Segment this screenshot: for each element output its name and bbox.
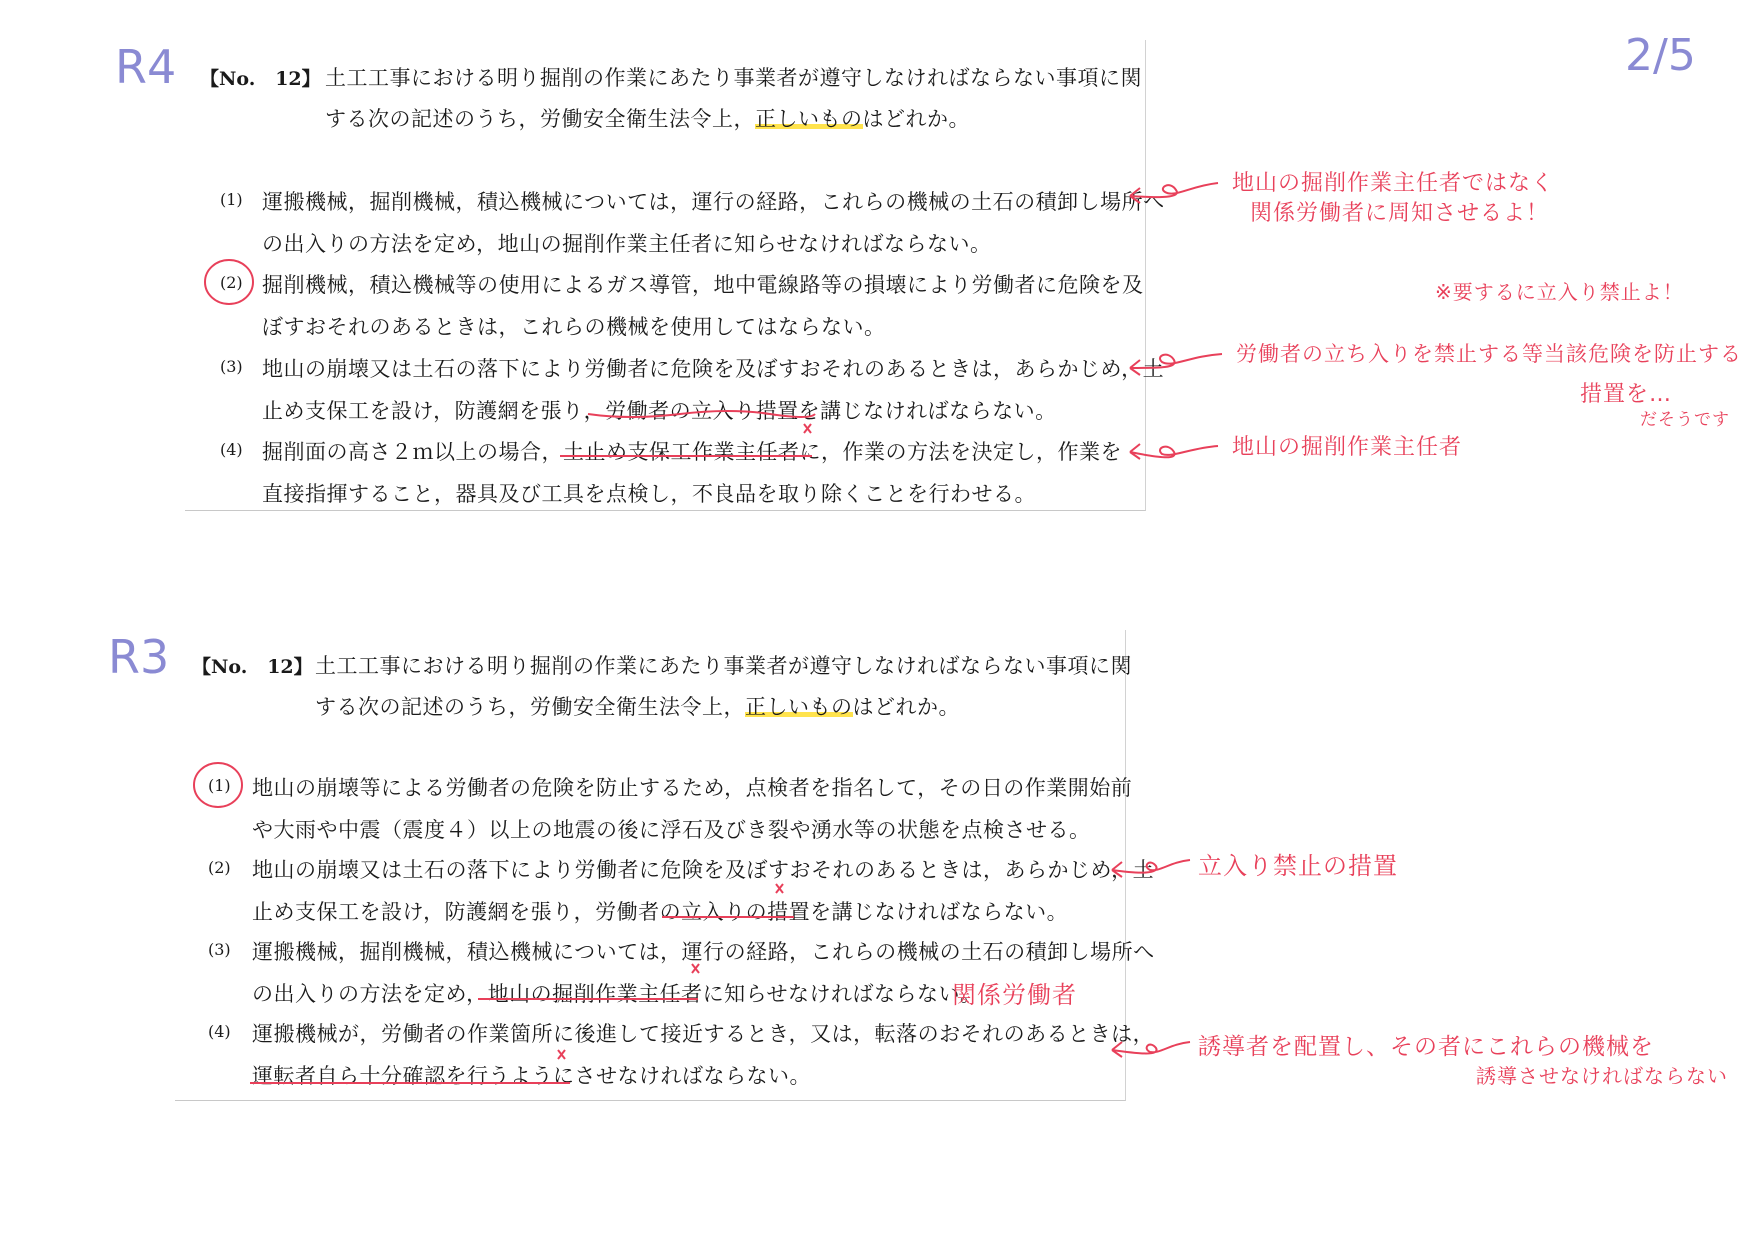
- option-r3-1-line1: 地山の崩壊等による労働者の危険を防止するため，点検者を指名して，その日の作業開始前: [252, 776, 1133, 800]
- option-number-r4-2: (2): [220, 273, 243, 292]
- note-r4-1a: 地山の掘削作業主任者ではなく: [1232, 171, 1555, 196]
- question-stem-line1-r4: 土工工事における明り掘削の作業にあたり事業者が遵守しなければならない事項に関: [325, 66, 1142, 90]
- option-number-r3-3: (3): [208, 940, 231, 959]
- note-r4-1b: 関係労働者に周知させるよ！: [1250, 201, 1550, 226]
- note-r4-3c: 措置を…: [1580, 382, 1673, 407]
- option-r3-3-line2: の出入りの方法を定め，地山の掘削作業主任者に知らせなければならない。: [252, 982, 982, 1006]
- option-number-r4-4: (4): [220, 440, 243, 459]
- note-r4-4: 地山の掘削作業主任者: [1232, 435, 1463, 460]
- question-stem-line1-r3: 土工工事における明り掘削の作業にあたり事業者が遵守しなければならない事項に関: [315, 654, 1132, 678]
- option-r4-2-line1: 掘削機械，積込機械等の使用によるガス導管，地中電線路等の損壊により労働者に危険を及: [262, 273, 1144, 297]
- option-r3-4-line1: 運搬機械が，労働者の作業箇所に後進して接近するとき，又は，転落のおそれのあるときは，: [252, 1022, 1155, 1046]
- year-mark-r3: R3: [108, 630, 170, 684]
- option-r4-4-line2: 直接指揮すること，器具及び工具を点検し，不良品を取り除くことを行わせる。: [262, 482, 1036, 506]
- question-no-r4: 【No. 12】: [200, 68, 321, 90]
- question-stem-line2-r4: する次の記述のうち，労働安全衛生法令上，正しいものはどれか。: [325, 107, 970, 131]
- option-r4-3-line1: 地山の崩壊又は土石の落下により労働者に危険を及ぼすおそれのあるときは，あらかじめ，土: [262, 357, 1165, 381]
- note-r3-4b: 誘導させなければならない: [1476, 1064, 1728, 1088]
- option-r3-4-line2: 運転者自ら十分確認を行うようにさせなければならない。: [252, 1064, 811, 1088]
- option-r4-3-line2: 止め支保工を設け，防護網を張り，労働者の立入り措置を講じなければならない。: [262, 399, 1057, 423]
- option-r4-1-line2: の出入りの方法を定め，地山の掘削作業主任者に知らせなければならない。: [262, 232, 992, 256]
- option-r3-3-line1: 運搬機械，掘削機械，積込機械については，運行の経路，これらの機械の土石の積卸し場所へ: [252, 940, 1155, 964]
- option-r3-2-line2: 止め支保工を設け，防護網を張り，労働者の立入りの措置を講じなければならない。: [252, 900, 1069, 924]
- option-number-r4-3: (3): [220, 357, 243, 376]
- note-r3-4a: 誘導者を配置し、その者にこれらの機械を: [1198, 1034, 1654, 1060]
- option-number-r3-2: (2): [208, 858, 231, 877]
- option-r4-2-line2: ぼすおそれのあるときは，これらの機械を使用してはならない。: [262, 315, 886, 339]
- question-stem-line2-r3: する次の記述のうち，労働安全衛生法令上，正しいものはどれか。: [315, 695, 960, 719]
- note-r3-2: 立入り禁止の措置: [1198, 852, 1398, 880]
- note-r4-3b: 労働者の立ち入りを禁止する等当該危険を防止する: [1236, 342, 1742, 366]
- note-r4-3a: ※要するに立入り禁止よ！: [1435, 280, 1684, 304]
- page-number: 2/5: [1625, 30, 1696, 81]
- option-number-r3-1: (1): [208, 776, 231, 795]
- note-r4-3d: だそうです: [1640, 410, 1730, 430]
- question-no-r3: 【No. 12】: [192, 656, 313, 678]
- year-mark-r4: R4: [115, 40, 177, 94]
- option-r3-1-line2: や大雨や中震（震度４）以上の地震の後に浮石及びき裂や湧水等の状態を点検させる。: [252, 818, 1091, 842]
- option-r3-2-line1: 地山の崩壊又は土石の落下により労働者に危険を及ぼすおそれのあるときは，あらかじめ，土: [252, 858, 1155, 882]
- option-number-r3-4: (4): [208, 1022, 231, 1041]
- option-r4-4-line1: 掘削面の高さ２ｍ以上の場合，土止め支保工作業主任者に，作業の方法を決定し，作業を: [262, 440, 1122, 464]
- note-r3-3: 関係労働者: [952, 981, 1077, 1009]
- option-r4-1-line1: 運搬機械，掘削機械，積込機械については，運行の経路，これらの機械の土石の積卸し場所へ: [262, 190, 1165, 214]
- option-number-r4-1: (1): [220, 190, 243, 209]
